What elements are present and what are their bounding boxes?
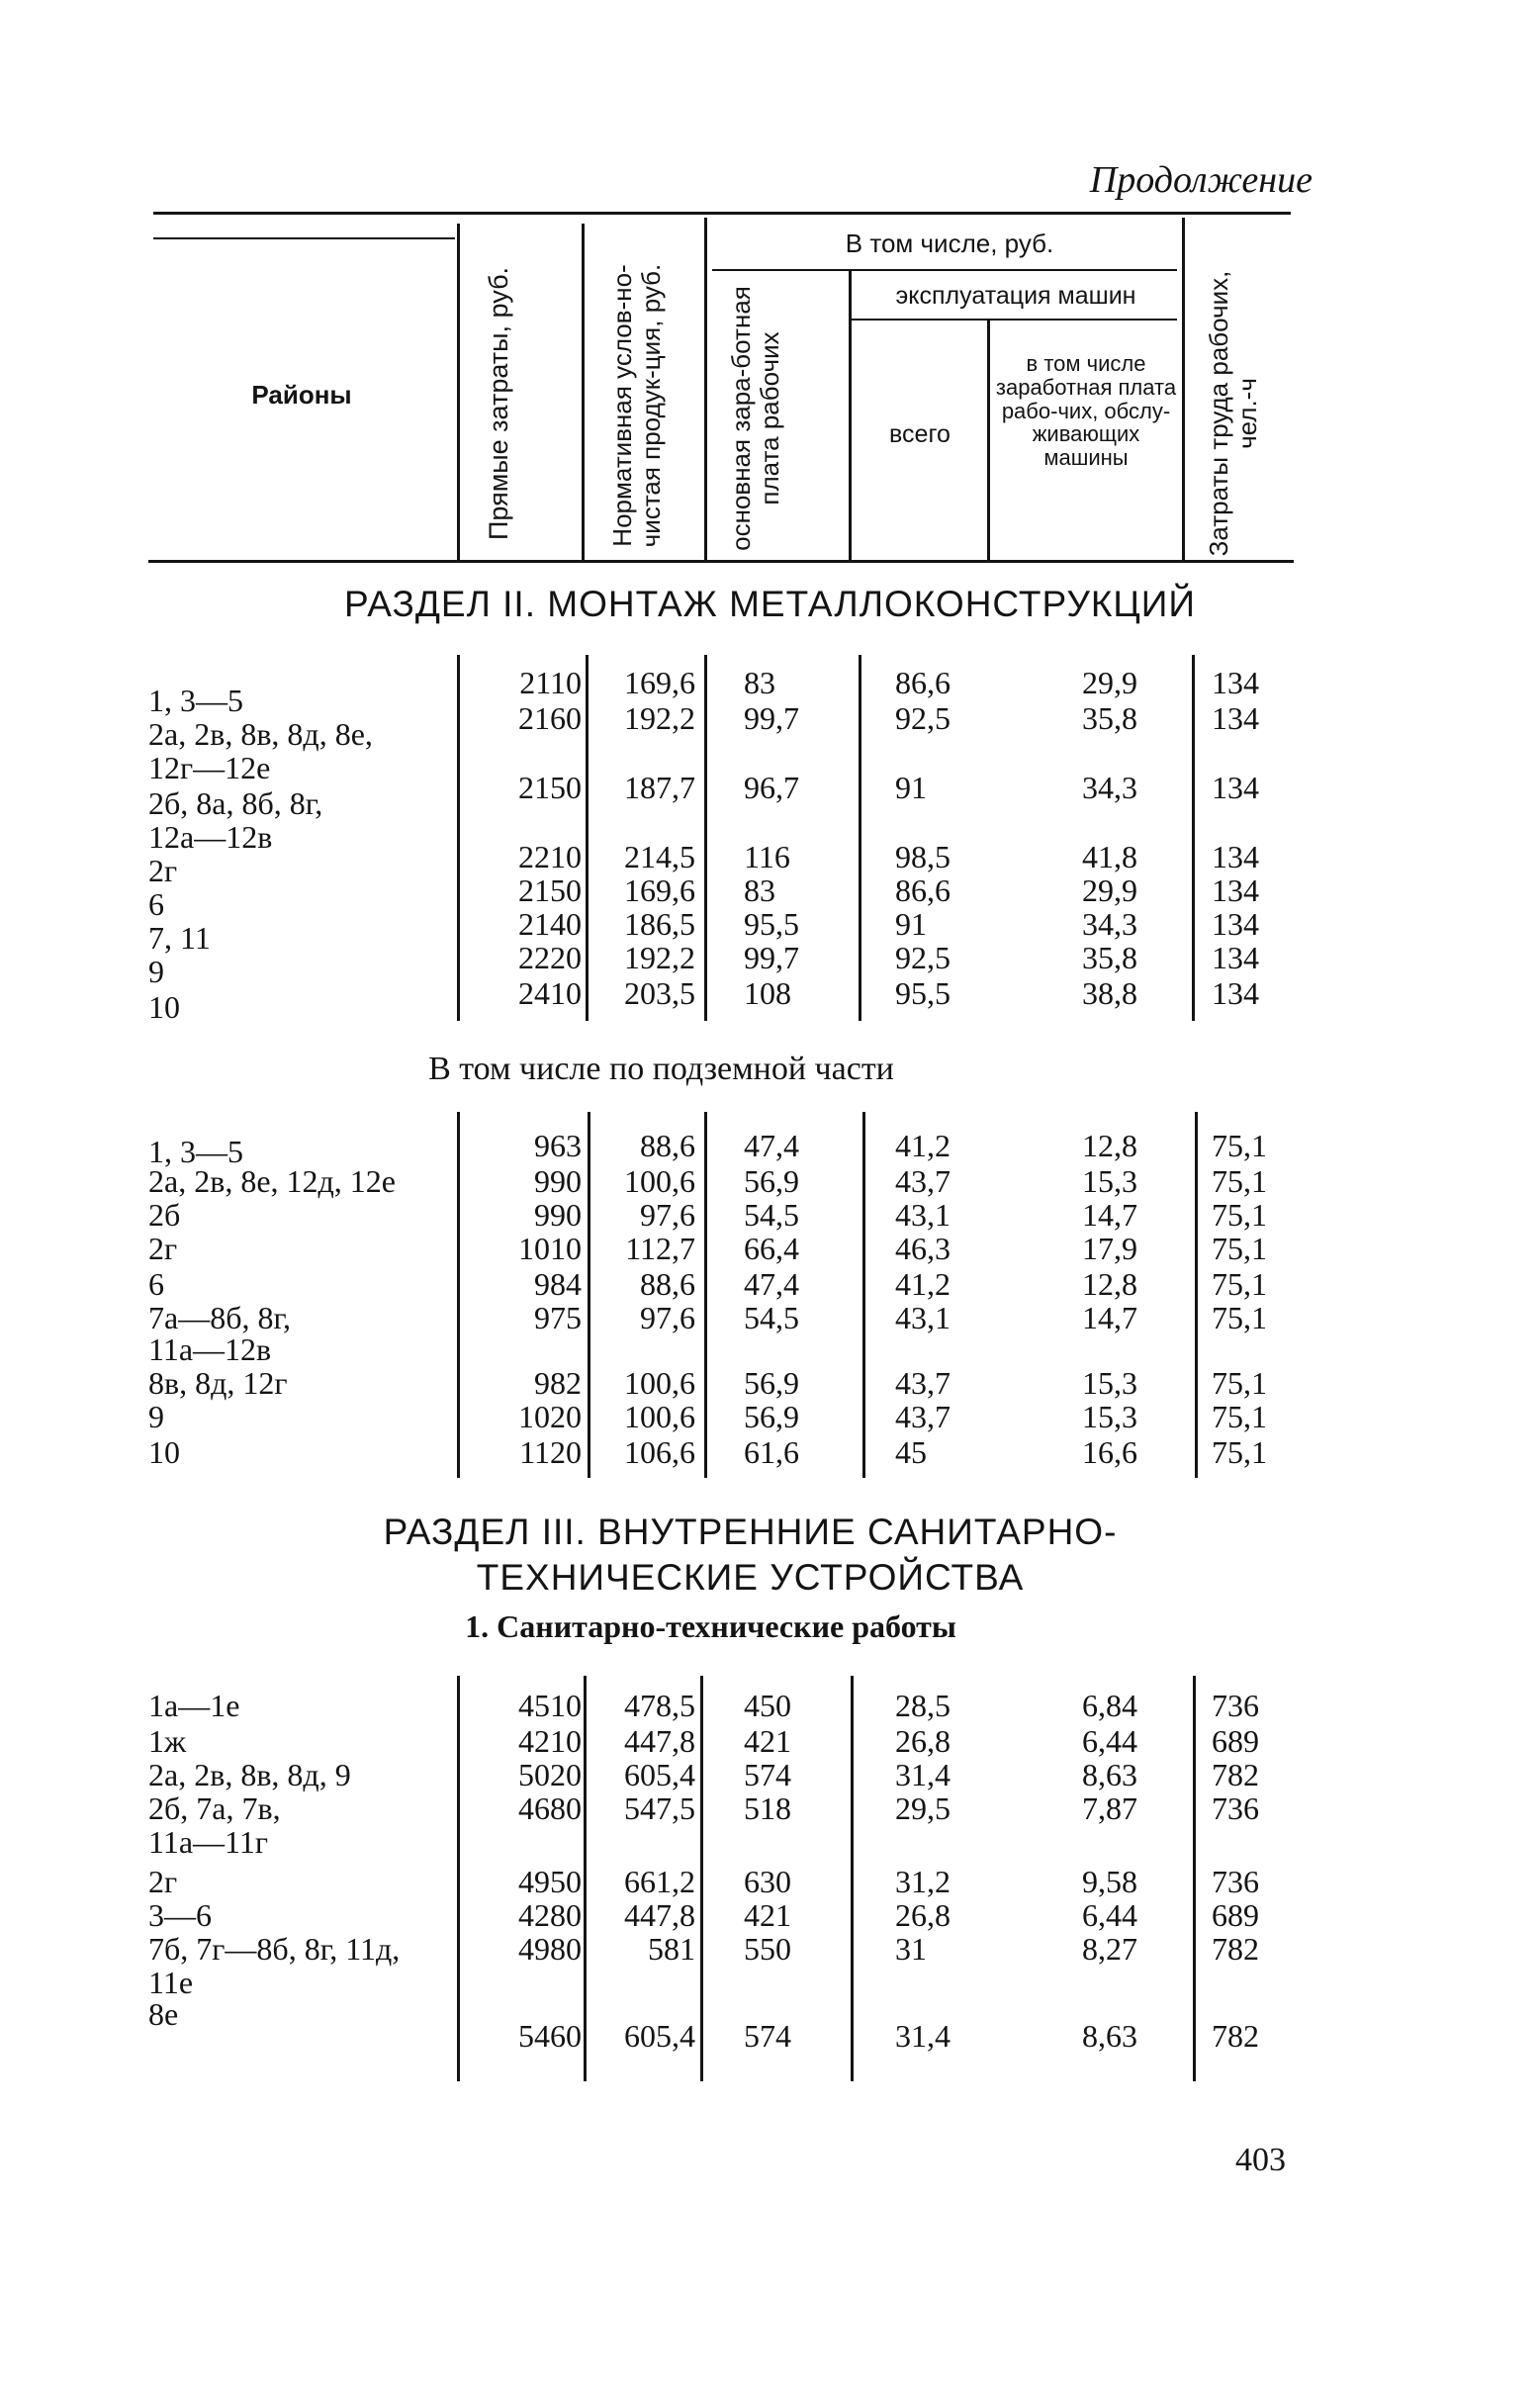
table-header <box>0 0 1540 574</box>
cell-salary: 83 <box>744 665 775 700</box>
cell-salary: 56,9 <box>744 1365 799 1401</box>
cell-direct: 2150 <box>518 770 582 805</box>
table-row <box>0 1300 1540 1335</box>
section3-title-line1: РАЗДЕЛ III. ВНУТРЕННИЕ САНИТАРНО- <box>383 1512 1118 1552</box>
cell-direct: 963 <box>534 1128 582 1163</box>
header-labor-costs: Затраты труда рабочих, чел.-ч <box>1204 270 1262 557</box>
header-vline-2 <box>582 224 585 560</box>
table-row <box>0 1965 1540 2000</box>
table-row <box>0 989 1540 1025</box>
cell-machine-total: 31,2 <box>895 1864 951 1899</box>
cell-region: 12а—12в <box>148 819 273 855</box>
cell-labor: 75,1 <box>1212 1300 1267 1335</box>
cell-region: 2г <box>148 1231 178 1266</box>
cell-salary: 54,5 <box>744 1300 799 1335</box>
table-row <box>0 1197 1540 1233</box>
cell-machine-total: 26,8 <box>895 1897 951 1933</box>
cell-salary: 574 <box>744 1757 791 1792</box>
cell-normative: 169,6 <box>624 665 695 700</box>
table-row <box>0 1864 1540 1899</box>
cell-labor: 134 <box>1212 872 1259 908</box>
cell-region: 11е <box>148 1965 194 2000</box>
cell-normative: 88,6 <box>640 1266 695 1302</box>
cell-machine-salary: 8,63 <box>1082 1757 1137 1792</box>
header-top-rule-left <box>153 237 455 239</box>
cell-salary: 108 <box>744 975 791 1011</box>
cell-direct: 2110 <box>519 665 582 700</box>
cell-machine-salary: 7,87 <box>1082 1790 1137 1826</box>
header-regions: Районы <box>251 380 352 410</box>
cell-labor: 782 <box>1212 1931 1259 1967</box>
cell-labor: 689 <box>1212 1723 1259 1759</box>
table-row <box>0 1723 1540 1759</box>
cell-machine-salary: 15,3 <box>1082 1365 1137 1401</box>
cell-machine-salary: 29,9 <box>1082 872 1137 908</box>
cell-machine-total: 31 <box>895 1931 927 1967</box>
cell-normative: 192,2 <box>624 940 695 975</box>
section3-title-line2: ТЕХНИЧЕСКИЕ УСТРОЙСТВА <box>476 1557 1025 1598</box>
continuation-label: Продолжение <box>1089 159 1313 201</box>
cell-labor: 134 <box>1212 940 1259 975</box>
cell-region: 11а—12в <box>148 1331 272 1367</box>
cell-machine-total: 95,5 <box>895 975 951 1011</box>
table-row <box>0 1163 1540 1199</box>
cell-salary: 61,6 <box>744 1434 799 1470</box>
cell-salary: 96,7 <box>744 770 799 805</box>
cell-machine-total: 43,1 <box>895 1300 951 1335</box>
cell-machine-salary: 6,44 <box>1082 1897 1137 1933</box>
cell-direct: 4510 <box>518 1688 582 1723</box>
cell-region: 6 <box>148 1266 164 1302</box>
cell-region: 2б, 7а, 7в, <box>148 1790 281 1826</box>
cell-region: 10 <box>148 989 180 1025</box>
cell-normative: 214,5 <box>624 839 695 874</box>
cell-normative: 192,2 <box>624 700 695 736</box>
header-vline-3 <box>704 218 707 560</box>
cell-normative: 447,8 <box>624 1897 695 1933</box>
cell-direct: 5020 <box>518 1757 582 1792</box>
cell-machine-total: 92,5 <box>895 940 951 975</box>
header-incl-salary: в том числе заработная плата рабо-чих, обслу-живающих машины <box>995 351 1177 470</box>
cell-machine-salary: 6,44 <box>1082 1723 1137 1759</box>
cell-normative: 97,6 <box>640 1300 695 1335</box>
cell-region: 7б, 7г—8б, 8г, 11д, <box>148 1931 401 1967</box>
cell-machine-salary: 15,3 <box>1082 1399 1137 1434</box>
header-machine-operation: эксплуатация машин <box>895 282 1136 310</box>
table-row <box>0 2018 1540 2054</box>
cell-machine-salary: 41,8 <box>1082 839 1137 874</box>
cell-region: 9 <box>148 954 164 989</box>
cell-region: 1, 3—5 <box>148 683 243 718</box>
table-row <box>0 1231 1540 1266</box>
cell-direct: 4950 <box>518 1864 582 1899</box>
cell-normative: 106,6 <box>624 1434 695 1470</box>
cell-machine-total: 43,1 <box>895 1197 951 1233</box>
cell-labor: 134 <box>1212 665 1259 700</box>
underground-title: В том числе по подземной части <box>428 1051 894 1087</box>
cell-normative: 186,5 <box>624 906 695 942</box>
cell-salary: 421 <box>744 1897 791 1933</box>
cell-labor: 75,1 <box>1212 1197 1267 1233</box>
header-in-that-number: В том числе, руб. <box>845 229 1054 258</box>
cell-labor: 134 <box>1212 839 1259 874</box>
table-row <box>0 1266 1540 1302</box>
header-vline-1 <box>457 224 460 560</box>
cell-machine-total: 86,6 <box>895 872 951 908</box>
cell-machine-salary: 17,9 <box>1082 1231 1137 1266</box>
cell-region: 2б, 8а, 8б, 8г, <box>148 785 323 821</box>
cell-normative: 447,8 <box>624 1723 695 1759</box>
cell-direct: 2140 <box>518 906 582 942</box>
cell-machine-salary: 35,8 <box>1082 940 1137 975</box>
cell-direct: 990 <box>534 1197 582 1233</box>
cell-salary: 47,4 <box>744 1128 799 1163</box>
table-row <box>0 1931 1540 1967</box>
cell-region: 8е <box>148 1996 179 2032</box>
cell-machine-salary: 16,6 <box>1082 1434 1137 1470</box>
cell-machine-total: 41,2 <box>895 1128 951 1163</box>
cell-salary: 99,7 <box>744 700 799 736</box>
cell-machine-salary: 9,58 <box>1082 1864 1137 1899</box>
section2-title: РАЗДЕЛ II. МОНТАЖ МЕТАЛЛОКОНСТРУКЦИЙ <box>344 584 1196 624</box>
cell-salary: 518 <box>744 1790 791 1826</box>
cell-machine-total: 91 <box>895 770 927 805</box>
cell-normative: 112,7 <box>625 1231 695 1266</box>
header-total: всего <box>889 420 951 448</box>
cell-labor: 75,1 <box>1212 1231 1267 1266</box>
header-bottom-rule <box>148 560 1294 563</box>
cell-salary: 66,4 <box>744 1231 799 1266</box>
cell-machine-salary: 14,7 <box>1082 1300 1137 1335</box>
cell-region: 12г—12е <box>148 750 271 785</box>
cell-salary: 99,7 <box>744 940 799 975</box>
cell-direct: 2220 <box>518 940 582 975</box>
cell-machine-salary: 34,3 <box>1082 906 1137 942</box>
table-row <box>0 1365 1540 1401</box>
cell-machine-total: 43,7 <box>895 1399 951 1434</box>
cell-labor: 782 <box>1212 2018 1259 2054</box>
cell-labor: 689 <box>1212 1897 1259 1933</box>
cell-region: 7а—8б, 8г, <box>148 1300 291 1335</box>
cell-normative: 661,2 <box>624 1864 695 1899</box>
page-number: 403 <box>1235 2142 1286 2178</box>
cell-labor: 736 <box>1212 1790 1259 1826</box>
cell-normative: 478,5 <box>624 1688 695 1723</box>
cell-machine-total: 31,4 <box>895 1757 951 1792</box>
cell-region: 2г <box>148 853 178 888</box>
cell-salary: 47,4 <box>744 1266 799 1302</box>
cell-labor: 75,1 <box>1212 1128 1267 1163</box>
header-direct-costs: Прямые затраты, руб. <box>484 266 513 541</box>
cell-region: 2а, 2в, 8в, 8д, 8е, <box>148 716 373 752</box>
table-row <box>0 1434 1540 1470</box>
cell-machine-salary: 8,27 <box>1082 1931 1137 1967</box>
cell-normative: 97,6 <box>640 1197 695 1233</box>
cell-direct: 975 <box>534 1300 582 1335</box>
cell-region: 10 <box>148 1434 180 1470</box>
cell-machine-total: 43,7 <box>895 1365 951 1401</box>
cell-labor: 134 <box>1212 975 1259 1011</box>
cell-region: 2б <box>148 1197 181 1233</box>
table-row <box>0 1688 1540 1723</box>
cell-labor: 134 <box>1212 906 1259 942</box>
cell-labor: 75,1 <box>1212 1434 1267 1470</box>
cell-salary: 54,5 <box>744 1197 799 1233</box>
section3-subtitle: 1. Санитарно-технические работы <box>465 1608 956 1644</box>
cell-machine-total: 98,5 <box>895 839 951 874</box>
cell-machine-total: 46,3 <box>895 1231 951 1266</box>
cell-salary: 95,5 <box>744 906 799 942</box>
cell-machine-salary: 8,63 <box>1082 2018 1137 2054</box>
cell-labor: 782 <box>1212 1757 1259 1792</box>
cell-machine-salary: 38,8 <box>1082 975 1137 1011</box>
cell-direct: 4210 <box>518 1723 582 1759</box>
cell-machine-total: 28,5 <box>895 1688 951 1723</box>
cell-machine-total: 92,5 <box>895 700 951 736</box>
cell-normative: 581 <box>648 1931 695 1967</box>
cell-machine-salary: 12,8 <box>1082 1128 1137 1163</box>
cell-salary: 56,9 <box>744 1163 799 1199</box>
header-vline-5 <box>987 321 990 560</box>
header-vline-4 <box>849 271 852 560</box>
cell-labor: 736 <box>1212 1688 1259 1723</box>
cell-labor: 75,1 <box>1212 1399 1267 1434</box>
cell-normative: 88,6 <box>640 1128 695 1163</box>
header-normative: Нормативная услов-но-чистая продук-ция, руб. <box>607 263 666 548</box>
cell-salary: 83 <box>744 872 775 908</box>
cell-normative: 100,6 <box>624 1399 695 1434</box>
header-vline-6 <box>1182 218 1185 560</box>
table-row <box>0 1757 1540 1792</box>
cell-region: 11а—11г <box>148 1824 268 1860</box>
cell-normative: 100,6 <box>624 1163 695 1199</box>
table-row <box>0 716 1540 752</box>
cell-machine-total: 43,7 <box>895 1163 951 1199</box>
table-row <box>0 1790 1540 1826</box>
cell-normative: 547,5 <box>624 1790 695 1826</box>
header-sub-rule-1 <box>712 269 1177 271</box>
cell-direct: 2210 <box>518 839 582 874</box>
header-base-salary: основная зара-ботная плата рабочих <box>726 286 784 551</box>
cell-direct: 2150 <box>518 872 582 908</box>
cell-region: 2а, 2в, 8е, 12д, 12е <box>148 1163 396 1199</box>
cell-normative: 100,6 <box>624 1365 695 1401</box>
cell-machine-total: 26,8 <box>895 1723 951 1759</box>
cell-normative: 203,5 <box>624 975 695 1011</box>
cell-region: 1, 3—5 <box>148 1134 243 1169</box>
cell-region: 2а, 2в, 8в, 8д, 9 <box>148 1757 351 1792</box>
cell-machine-total: 91 <box>895 906 927 942</box>
cell-direct: 990 <box>534 1163 582 1199</box>
cell-salary: 421 <box>744 1723 791 1759</box>
table-row <box>0 1331 1540 1367</box>
cell-machine-salary: 34,3 <box>1082 770 1137 805</box>
cell-direct: 984 <box>534 1266 582 1302</box>
cell-direct: 4680 <box>518 1790 582 1826</box>
cell-labor: 75,1 <box>1212 1163 1267 1199</box>
cell-salary: 450 <box>744 1688 791 1723</box>
cell-labor: 134 <box>1212 770 1259 805</box>
cell-machine-salary: 35,8 <box>1082 700 1137 736</box>
cell-direct: 2160 <box>518 700 582 736</box>
header-top-rule <box>153 212 1291 215</box>
cell-region: 7, 11 <box>148 920 211 956</box>
cell-machine-total: 31,4 <box>895 2018 951 2054</box>
cell-salary: 56,9 <box>744 1399 799 1434</box>
cell-region: 1ж <box>148 1723 187 1759</box>
cell-normative: 605,4 <box>624 2018 695 2054</box>
table-row <box>0 1824 1540 1860</box>
cell-machine-total: 86,6 <box>895 665 951 700</box>
cell-region: 1а—1е <box>148 1688 240 1723</box>
cell-normative: 605,4 <box>624 1757 695 1792</box>
cell-labor: 75,1 <box>1212 1266 1267 1302</box>
cell-salary: 550 <box>744 1931 791 1967</box>
cell-labor: 134 <box>1212 700 1259 736</box>
cell-normative: 187,7 <box>624 770 695 805</box>
cell-region: 9 <box>148 1399 164 1434</box>
cell-direct: 1010 <box>518 1231 582 1266</box>
cell-region: 8в, 8д, 12г <box>148 1365 288 1401</box>
cell-machine-salary: 12,8 <box>1082 1266 1137 1302</box>
cell-machine-salary: 29,9 <box>1082 665 1137 700</box>
cell-direct: 2410 <box>518 975 582 1011</box>
cell-machine-salary: 6,84 <box>1082 1688 1137 1723</box>
cell-region: 6 <box>148 886 164 922</box>
cell-machine-total: 45 <box>895 1434 927 1470</box>
cell-machine-total: 41,2 <box>895 1266 951 1302</box>
cell-labor: 75,1 <box>1212 1365 1267 1401</box>
header-sub-rule-2 <box>851 319 1177 321</box>
cell-region: 3—6 <box>148 1897 212 1933</box>
cell-machine-salary: 14,7 <box>1082 1197 1137 1233</box>
table-row <box>0 1399 1540 1434</box>
cell-region: 2г <box>148 1864 178 1899</box>
cell-direct: 4280 <box>518 1897 582 1933</box>
cell-labor: 736 <box>1212 1864 1259 1899</box>
cell-machine-total: 29,5 <box>895 1790 951 1826</box>
cell-direct: 1120 <box>519 1434 582 1470</box>
cell-direct: 1020 <box>518 1399 582 1434</box>
cell-salary: 630 <box>744 1864 791 1899</box>
table-row <box>0 785 1540 821</box>
cell-salary: 116 <box>744 839 790 874</box>
table-row <box>0 1897 1540 1933</box>
cell-machine-salary: 15,3 <box>1082 1163 1137 1199</box>
cell-direct: 5460 <box>518 2018 582 2054</box>
cell-salary: 574 <box>744 2018 791 2054</box>
cell-normative: 169,6 <box>624 872 695 908</box>
cell-direct: 4980 <box>518 1931 582 1967</box>
cell-direct: 982 <box>534 1365 582 1401</box>
